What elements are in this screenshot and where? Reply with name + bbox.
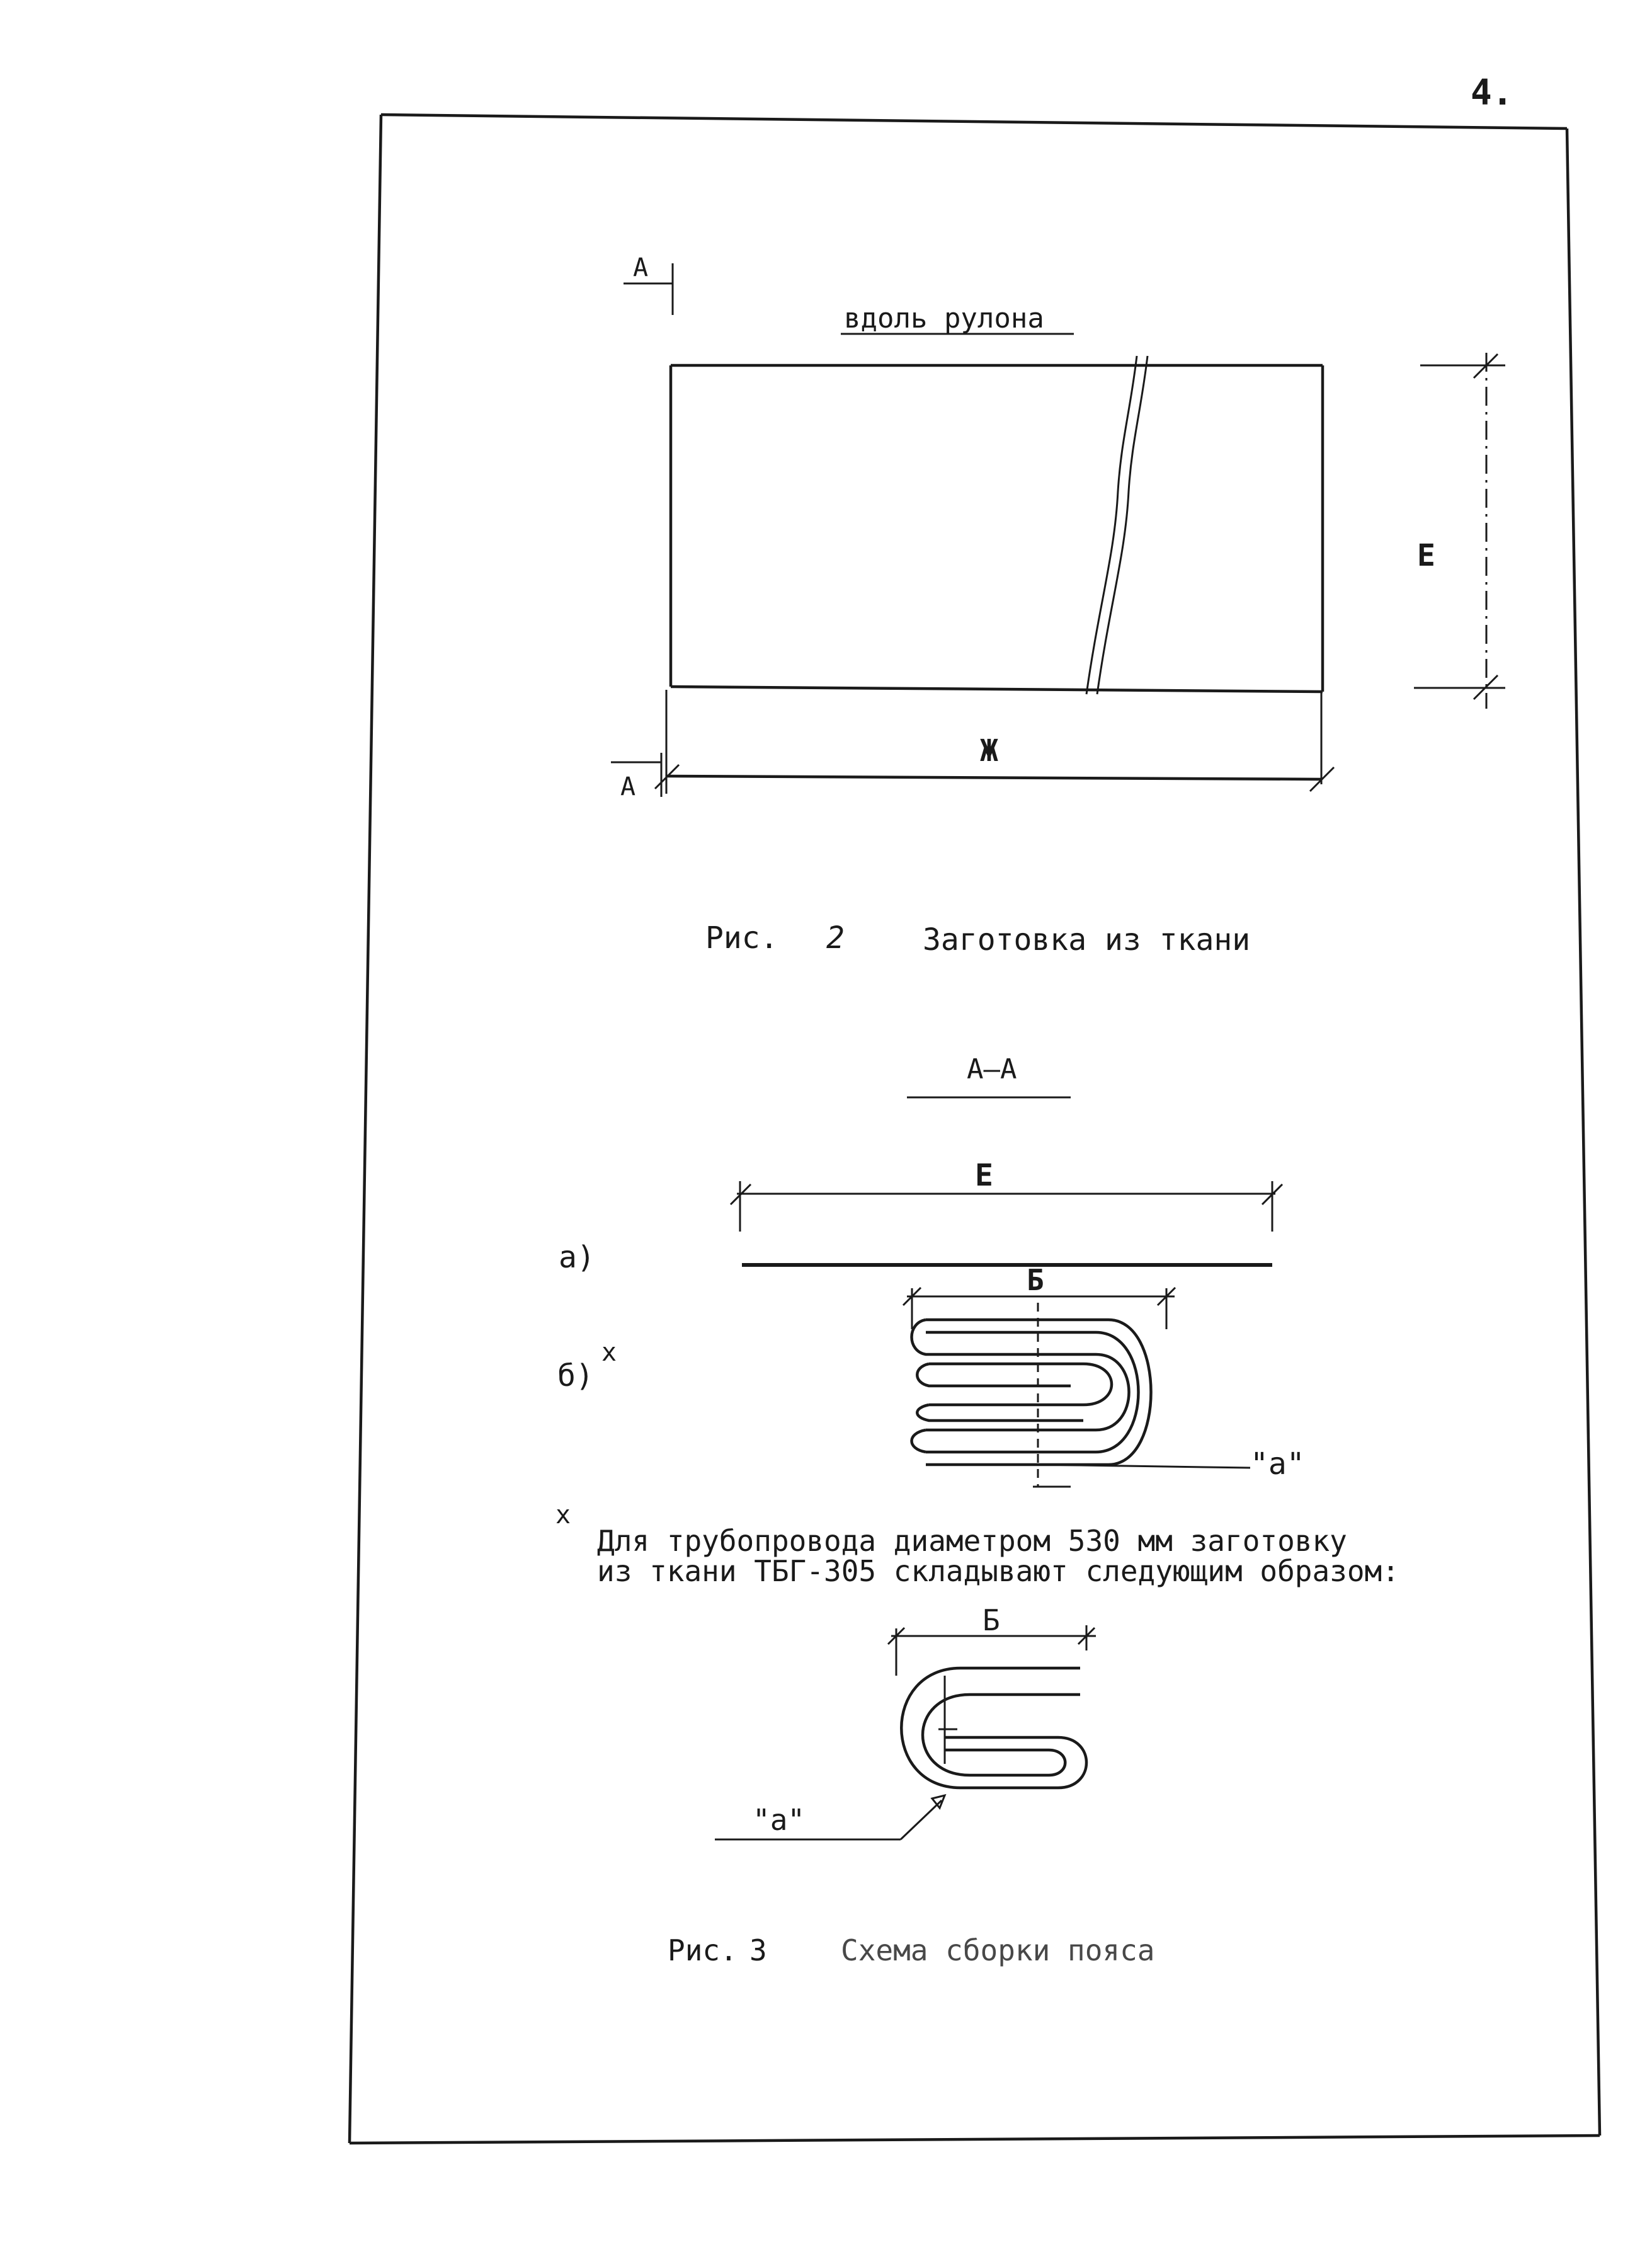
section-mark-top-label: А xyxy=(633,253,649,282)
figure-3-caption-prefix: Рис. xyxy=(668,1933,738,1967)
variant-a-label: а) xyxy=(559,1240,595,1275)
section-mark-bottom-label: А xyxy=(620,772,636,801)
figure-3-folding xyxy=(555,1053,1399,1967)
dimension-b-2 xyxy=(888,1603,1096,1676)
dimension-e xyxy=(731,1158,1282,1232)
dimension-width xyxy=(655,690,1334,794)
section-mark-bottom xyxy=(611,753,661,801)
footnote-mark: x xyxy=(555,1501,571,1530)
dimension-width-label: Ж xyxy=(980,733,998,769)
figure-2-caption-number: 2 xyxy=(826,920,845,956)
folded-fabric-530 xyxy=(715,1668,1086,1839)
sheet-frame xyxy=(350,115,1600,2143)
footnote-line-2: из ткани ТБГ-305 складывают следующим образом: xyxy=(597,1554,1399,1588)
figure-2-caption-prefix: Рис. xyxy=(705,920,778,956)
section-title: А–А xyxy=(967,1053,1017,1085)
variant-b-label: б) xyxy=(557,1358,594,1393)
dimension-height-label: Е xyxy=(1417,538,1435,573)
dimension-b-2-label: Б xyxy=(983,1603,1000,1637)
figure-3-caption-number: 3 xyxy=(749,1933,767,1967)
folded-fabric-b xyxy=(912,1303,1305,1487)
point-a-2-label: "а" xyxy=(753,1803,806,1837)
section-mark-top xyxy=(624,253,673,315)
dimension-b-label: Б xyxy=(1027,1263,1044,1297)
figure-2-blank xyxy=(611,253,1505,958)
break-line xyxy=(1086,356,1137,694)
break-line-2 xyxy=(1097,356,1148,694)
fabric-blank xyxy=(671,356,1323,694)
footnote-line-1: Для трубопровода диаметром 530 мм заготовку xyxy=(597,1524,1347,1558)
figure-2-caption-text: Заготовка из ткани xyxy=(923,922,1251,958)
point-a-label: "а" xyxy=(1250,1446,1305,1482)
along-roll-label: вдоль рулона xyxy=(844,302,1044,335)
page-number: 4. xyxy=(1471,72,1513,113)
dimension-e-label: Е xyxy=(975,1158,993,1193)
variant-b-footnote-mark: x xyxy=(601,1338,617,1367)
figure-3-caption-text: Схема сборки пояса xyxy=(841,1933,1155,1967)
dimension-height xyxy=(1414,353,1505,709)
